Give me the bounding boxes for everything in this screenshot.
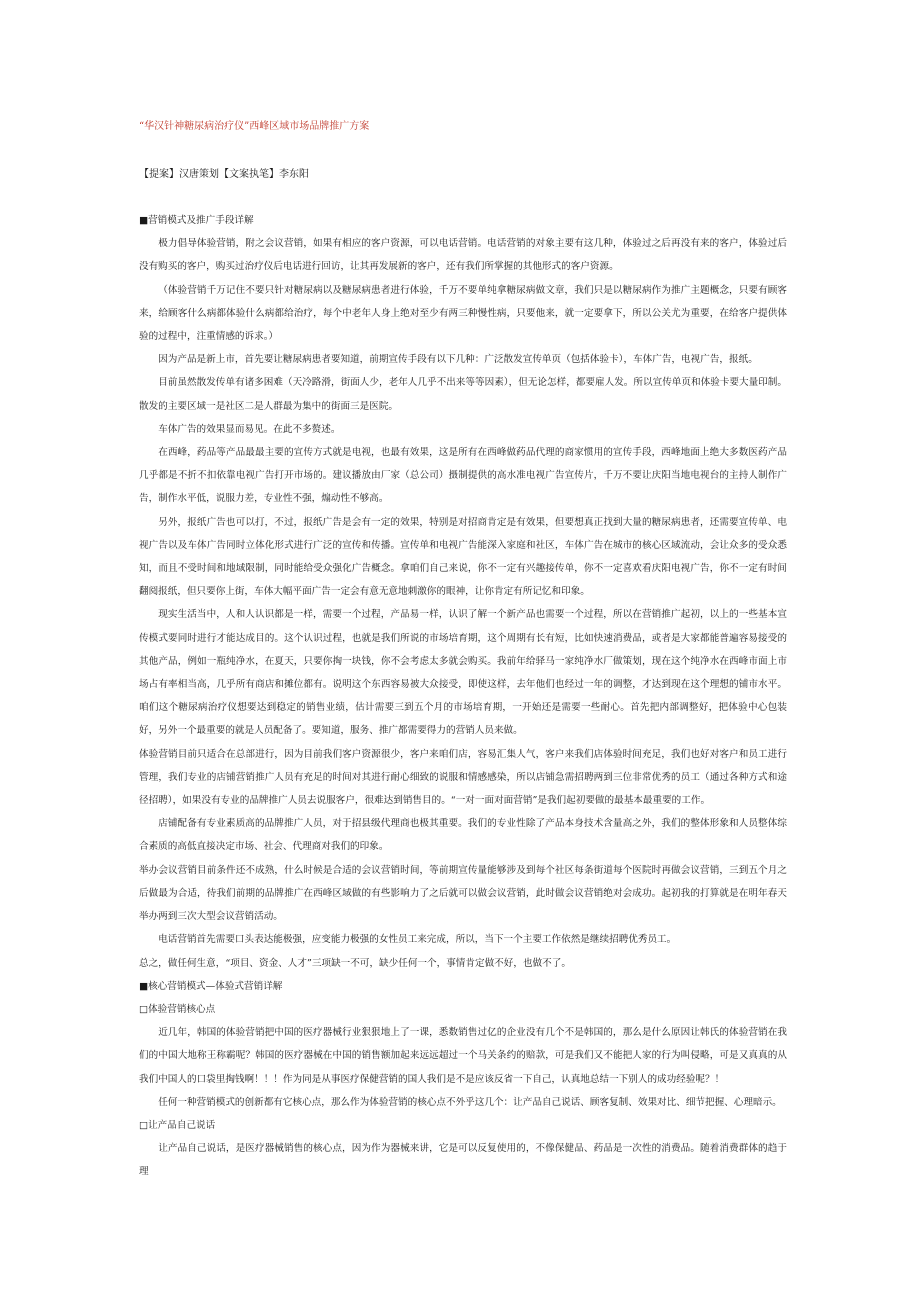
paragraph: 举办会议营销目前条件还不成熟，什么时候是合适的会议营销时间，等前期宣传量能够涉及到每个社区每条街道每个医院时再做会议营销，三到五个月之后做最为合适，待我们前期的品牌推广在西峰区域做的有些影响力了之后就可以做会议营销，此时做会议营销绝对会成功。起初我的打算就是在明年春天举办两到三次大型会议营销活动。 [139, 864, 787, 923]
section-heading: ■核心营销模式—体验式营销详解 [139, 980, 283, 992]
section-heading: □体验营销核心点 [139, 1003, 216, 1015]
paragraph: 另外，报纸广告也可以打，不过，报纸广告是会有一定的效果，特别是对招商肯定是有效果，但要想真正找到大量的糖尿病患者，还需要宣传单、电视广告以及车体广告同时立体化形式进行广泛的宣传和传播。宣传单和电视广告能深入家庭和社区，车体广告在城市的核心区域流动，会让众多的受众悉知，而且不受时间和地域限制，同时能给受众强化广告概念。拿咱们自己来说，你不一定有兴趣接传单，你不一定喜欢看庆阳电视广告，你不一定有时间翻阅报纸，但只要你上街，车体大幅平面广告一定会有意无意地刺激你的眼神，让你肯定有所记忆和印象。 [139, 516, 787, 598]
section-heading: □让产品自己说话 [139, 1119, 216, 1131]
paragraph: 近几年，韩国的体验营销把中国的医疗器械行业狠狠地上了一课，悉数销售过亿的企业没有几个不是韩国的，那么是什么原因让韩氏的体验营销在我们的中国大地称王称霸呢？韩国的医疗器械在中国的销售额加起来远远超过一个马关条约的赔款，可是我们又不能把人家的行为叫侵略，可是又真真的从我们中国人的口袋里掏钱啊！！！作为同是从事医疗保健营销的国人我们是不是应该反省一下自己，认真地总结一下别人的成功经验呢？！ [139, 1027, 787, 1085]
document-body [139, 209, 787, 1184]
paragraph: 总之，做任何生意，“项目、资金、人才”三项缺一不可，缺少任何一个，事情肯定做不好，也做不了。 [139, 957, 571, 969]
paragraph: 车体广告的效果显而易见。在此不多赘述。 [158, 423, 341, 435]
document-byline: 【提案】汉唐策划【文案执笔】李东阳 [139, 169, 309, 180]
paragraph: 电话营销首先需要口头表达能极强，应变能力极强的女性员工来完成，所以，当下一个主要工作依然是继续招聘优秀员工。 [158, 934, 677, 946]
paragraph: 在西峰，药品等产品最最主要的宣传方式就是电视，也最有效果，这是所有在西峰做药品代理的商家惯用的宣传手段，西峰地面上绝大多数医药产品几乎都是不折不扣依靠电视广告打开市场的。建议播放由厂家（总公司）摄制提供的高水准电视广告宣传片，千万不要让庆阳当地电视台的主持人制作广告，制作水平低，说服力差，专业性不强，煽动性不够高。 [139, 447, 787, 505]
document-title: “华汉针神糖尿病治疗仪”西峰区域市场品牌推广方案 [139, 121, 370, 132]
paragraph: 因为产品是新上市，首先要让糖尿病患者要知道，前期宣传手段有以下几种：广泛散发宣传单页（包括体验卡），车体广告，电视广告，报纸。 [158, 354, 758, 366]
paragraph: 现实生活当中，人和人认识都是一样，需要一个过程，产品易一样，认识了解一个新产品也需要一个过程，所以在营销推广起初，以上的一些基本宣传模式要同时进行才能达成目的。这个认识过程，也就是我们所说的市场培育期，这个周期有长有短，比如快速消费品，或者是大家都能普遍容易接受的其他产品，例如一瓶纯净水，在夏天，只要你掏一块钱，你不会考虑太多就会购买。我前年给驿马一家纯净水厂做策划，现在这个纯净水在西峰市面上市场占有率相当高，几乎所有商店和摊位都有。说明这个东西容易被大众接受，即使这样，去年他们也经过一年的调整，才达到现在这个理想的铺市水平。咱们这个糖尿病治疗仪想要达到稳定的销售业绩，估计需要三到五个月的市场培育期，一开始还是需要一些耐心。首先把内部调整好，把体验中心包装好，另外一个最重要的就是人员配备了。要知道，服务、推广都需要得力的营销人员来做。 [139, 609, 787, 737]
paragraph: 体验营销目前只适合在总部进行，因为目前我们客户资源很少，客户来咱们店，容易汇集人气，客户来我们店体验时间充足，我们也好对客户和员工进行管理，我们专业的店铺营销推广人员有充足的时间对其进行耐心细致的说服和情感感染，所以店铺急需招聘两到三位非常优秀的员工（通过各种方式和途径招聘），如果没有专业的品牌推广人员去说服客户，很难达到销售目的。“一对一面对面营销”是我们起初要做的最基本最重要的工作。 [139, 748, 787, 807]
section-heading: ■营销模式及推广手段详解 [139, 215, 254, 226]
paragraph: 极力倡导体验营销，附之会议营销，如果有相应的客户资源，可以电话营销。电话营销的对象主要有这几种，体验过之后再没有来的客户，体验过后没有购买的客户，购买过治疗仪后电话进行回访，让其再发展新的客户，还有我们所掌握的其他形式的客户资源。 [139, 238, 787, 273]
paragraph: （体验营销千万记住不要只针对糖尿病以及糖尿病患者进行体验，千万不要单纯拿糖尿病做文章，我们只是以糖尿病作为推广主题概念，只要有顾客来，给顾客什么病都体验什么病都给治疗，每个中老年人身上绝对至少有两三种慢性病，只要他来，就一定要拿下，所以公关尤为重要，在给客户提供体验的过程中，注重情感的诉求。） [139, 284, 787, 343]
paragraph: 任何一种营销模式的创新都有它核心点，那么作为体验营销的核心点不外乎这几个：让产品自己说话、顾客复制、效果对比、细节把握、心理暗示。 [158, 1096, 782, 1108]
paragraph: 让产品自己说话，是医疗器械销售的核心点，因为作为器械来讲，它是可以反复使用的，不像保健品、药品是一次性的消费品。随着消费群体的趋于理 [139, 1143, 787, 1178]
paragraph: 目前虽然散发传单有诸多困难（天冷路滑，街面人少，老年人几乎不出来等等因素），但无论怎样，都要雇人发。所以宣传单页和体验卡要大量印制。散发的主要区域一是社区二是人群最为集中的街面三是医院。 [139, 377, 787, 412]
paragraph: 店铺配备有专业素质高的品牌推广人员，对于招县级代理商也极其重要。我们的专业性除了产品本身技术含量高之外，我们的整体形象和人员整体综合素质的高低直接决定市场、社会、代理商对我们的印象。 [139, 818, 787, 853]
